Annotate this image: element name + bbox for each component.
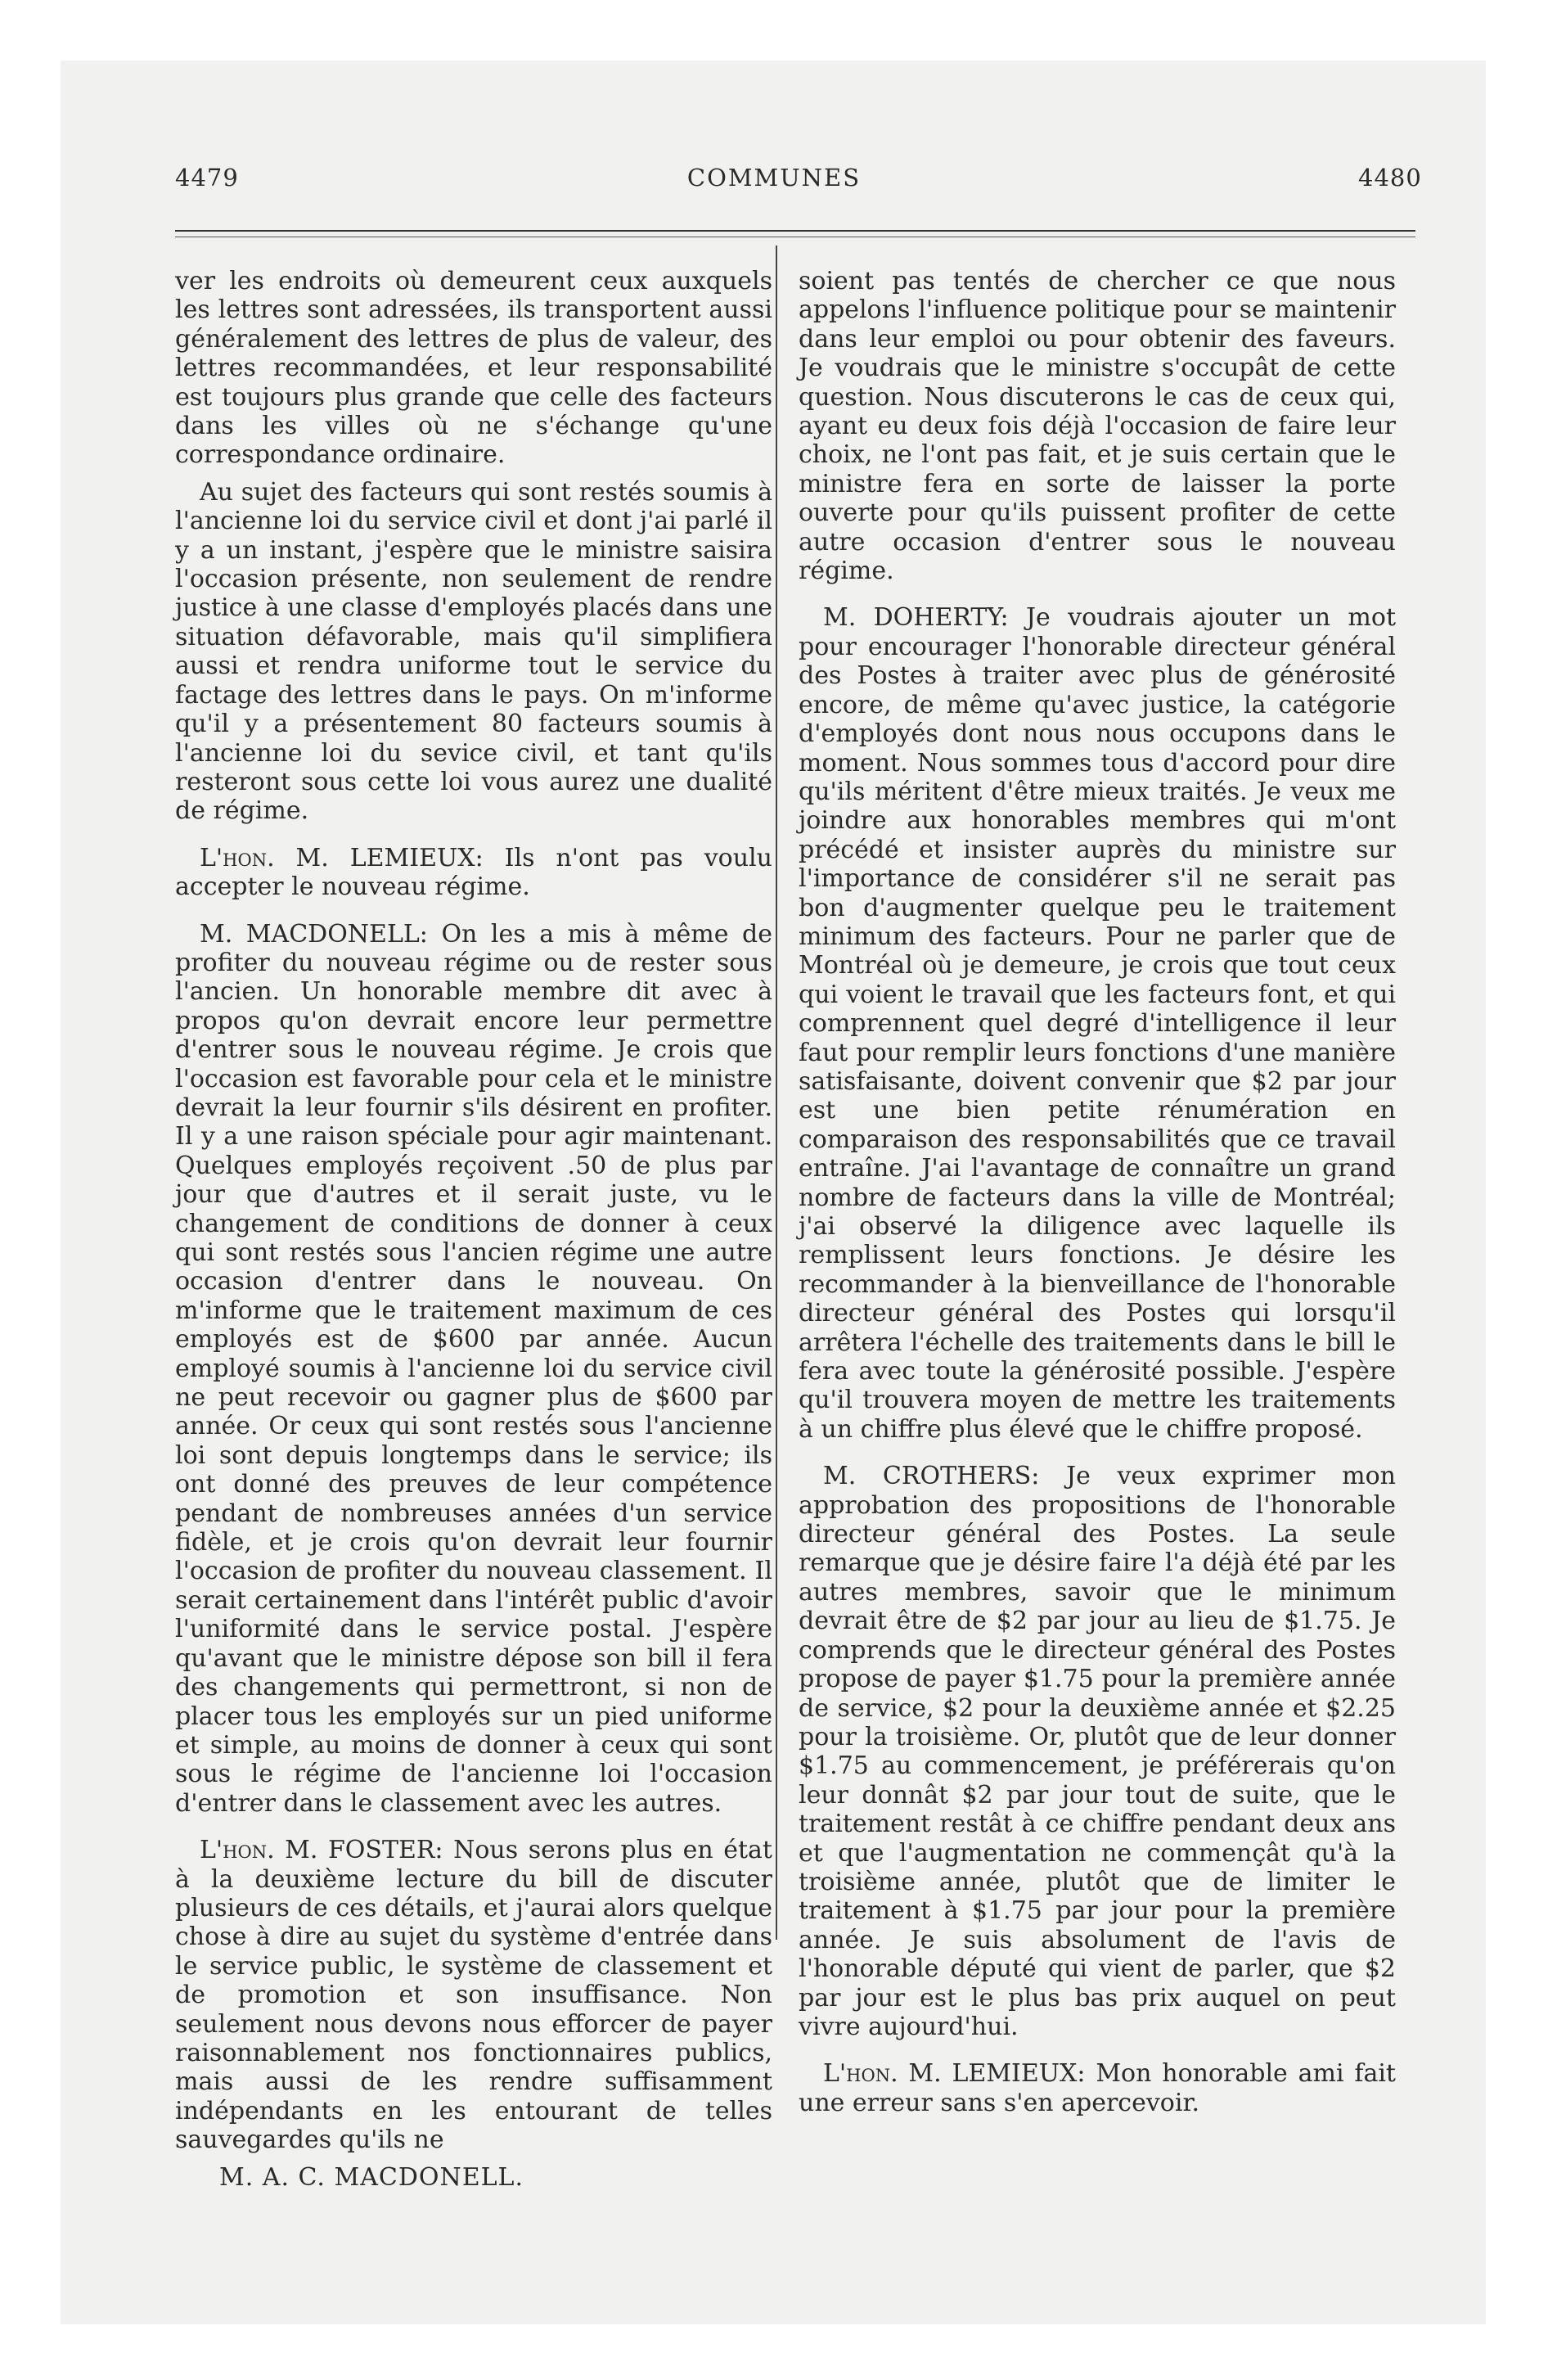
signature-line: M. A. C. MACDONELL. [219, 2162, 524, 2192]
speech-paragraph: M. CROTHERS: Je veux exprimer mon approbation des propositions de l'honorable directeur général des Postes. La seule remarque que je désire faire l'a déjà été par les autres membres, savoir que le minimum devrait être de $2 par jour au lieu de $1.75. Je comprends que le directeur général des Postes propose de payer $1.75 pour la première année de service, $2 pour la deuxième année et $2.25 pour la troisième. Or, plutôt que de leur donner $1.75 au commencement, je préférerais qu'on leur donnât $2 par jour tout de suite, que le traitement restât à ce chiffre pendant deux ans et que l'augmentation ne commençât qu'à la troisième année, plutôt que de limiter le traitement à $1.75 par jour pour la première année. Je suis absolument de l'avis de l'honorable député qui vient de parler, que $2 par jour est le plus bas prix auquel on peut vivre aujourd'hui. [799, 1462, 1397, 2041]
column-divider [776, 246, 777, 1940]
speaker-name: L'hon. M. LEMIEUX: [823, 2059, 1086, 2089]
right-column [799, 267, 1396, 2125]
paragraph: soient pas tentés de chercher ce que nous appelons l'influence politique pour se maintenir dans leur emploi ou pour obtenir des faveurs. Je voudrais que le ministre s'occupât de cette question. Nous discuterons le cas de ceux qui, ayant eu deux fois déjà l'occasion de faire leur choix, ne l'ont pas fait, et je suis certain que le ministre fera en sorte de laisser la porte ouverte pour qu'ils puissent profiter de cette autre occasion d'entrer sous le nouveau régime. [799, 267, 1396, 586]
page-number-left: 4479 [175, 164, 239, 192]
speech-paragraph: M. MACDONELL: On les a mis à même de profiter du nouveau régime ou de rester sous l'ancien. Un honorable membre dit avec à propos qu'on devrait encore leur permettre d'entrer sous le nouveau régime. Je crois que l'occasion est favorable pour cela et le ministre devrait la leur fournir s'ils désirent en profiter. Il y a une raison spéciale pour agir maintenant. Quelques employés reçoivent .50 de plus par jour que d'autres et il serait juste, vu le changement de conditions de donner à ceux qui sont restés sous l'ancien régime une autre occasion d'entrer dans le nouveau. On m'informe que le traitement maximum de ces employés est de $600 par année. Aucun employé soumis à l'ancienne loi du service civil ne peut recevoir ou gagner plus de $600 par année. Or ceux qui sont restés sous l'ancienne loi sont depuis longtemps dans le service; ils ont donné des preuves de leur compétence pendant de nombreuses années d'un service fidèle, et je crois qu'on devrait leur fournir l'occasion de profiter du nouveau classement. Il serait certainement dans l'intérêt public d'avoir l'uniformité dans le service postal. J'espère qu'avant que le ministre dépose son bill il fera des changements qui permettront, si non de placer tous les employés sur un pied uniforme et simple, au moins de donner à ceux qui sont sous le régime de l'ancienne loi l'occasion d'entrer dans le classement avec les autres. [175, 919, 772, 1818]
page-title: COMMUNES [686, 164, 862, 192]
paragraph: Au sujet des facteurs qui sont restés soumis à l'ancienne loi du service civil et dont j'ai parlé il y a un instant, j'espère que le ministre saisira l'occasion présente, non seulement de rendre justice à une classe d'employés placés dans une situation défavorable, mais qu'il simplifiera aussi et rendra uniforme tout le service du factage des lettres dans le pays. On m'informe qu'il y a présentement 80 facteurs soumis à l'ancienne loi du sevice civil, et tant qu'ils resteront sous cette loi vous aurez une dualité de régime. [175, 477, 772, 826]
paragraph: ver les endroits où demeurent ceux auxquels les lettres sont adressées, ils transportent aussi généralement des lettres de plus de valeur, des lettres recommandées, et leur responsabilité est toujours plus grande que celle des facteurs dans les villes où ne s'échange qu'une correspondance ordinaire. [175, 267, 772, 470]
speaker-name: M. CROTHERS: [823, 1462, 1040, 1491]
header-rule [175, 230, 1415, 232]
speech-paragraph: L'hon. M. LEMIEUX: Ils n'ont pas voulu accepter le nouveau régime. [175, 843, 772, 902]
speaker-name: L'hon. M. FOSTER: [200, 1836, 443, 1865]
page-number-right: 4480 [1358, 164, 1422, 192]
speaker-name: M. DOHERTY: [823, 603, 1009, 633]
left-column [175, 267, 772, 2192]
speech-paragraph: L'hon. M. LEMIEUX: Mon honorable ami fait une erreur sans s'en apercevoir. [799, 2059, 1396, 2117]
speaker-name: M. MACDONELL: [200, 919, 428, 949]
speech-paragraph: L'hon. M. FOSTER: Nous serons plus en état à la deuxième lecture du bill de discuter plusieurs de ces détails, et j'aurai alors quelque chose à dire au sujet du système d'entrée dans le service public, le système de classement et de promotion et son insuffisance. Non seulement nous devons nous efforcer de payer raisonnablement nos fonctionnaires publics, mais aussi de les rendre suffisamment indépendants en les entourant de telles sauvegardes qu'ils ne [175, 1836, 772, 2155]
page-header [0, 164, 1548, 205]
speech-paragraph: M. DOHERTY: Je voudrais ajouter un mot pour encourager l'honorable directeur général des Postes à traiter avec plus de générosité encore, de même qu'avec justice, la catégorie d'employés dont nous nous occupons dans le moment. Nous sommes tous d'accord pour dire qu'ils méritent d'être mieux traités. Je veux me joindre aux honorables membres qui m'ont précédé et insister auprès du ministre sur l'importance de considérer s'il ne serait pas bon d'augmenter quelque peu le traitement minimum des facteurs. Pour ne parler que de Montréal où je demeure, je crois que tout ceux qui voient le travail que les facteurs font, et qui comprennent quel degré d'intelligence il leur faut pour remplir leurs fonctions d'une manière satisfaisante, doivent convenir que $2 par jour est une bien petite rénumération en comparaison des responsabilités que ce travail entraîne. J'ai l'avantage de connaître un grand nombre de facteurs dans la ville de Montréal; j'ai observé la diligence avec laquelle ils remplissent leurs fonctions. Je désire les recommander à la bienveillance de l'honorable directeur général des Postes qui lorsqu'il arrêtera l'échelle des traitements dans le bill le fera avec toute la générosité possible. J'espère qu'il trouvera moyen de mettre les traitements à un chiffre plus élevé que le chiffre proposé. [799, 603, 1396, 1444]
speaker-name: L'hon. M. LEMIEUX: [200, 843, 484, 872]
